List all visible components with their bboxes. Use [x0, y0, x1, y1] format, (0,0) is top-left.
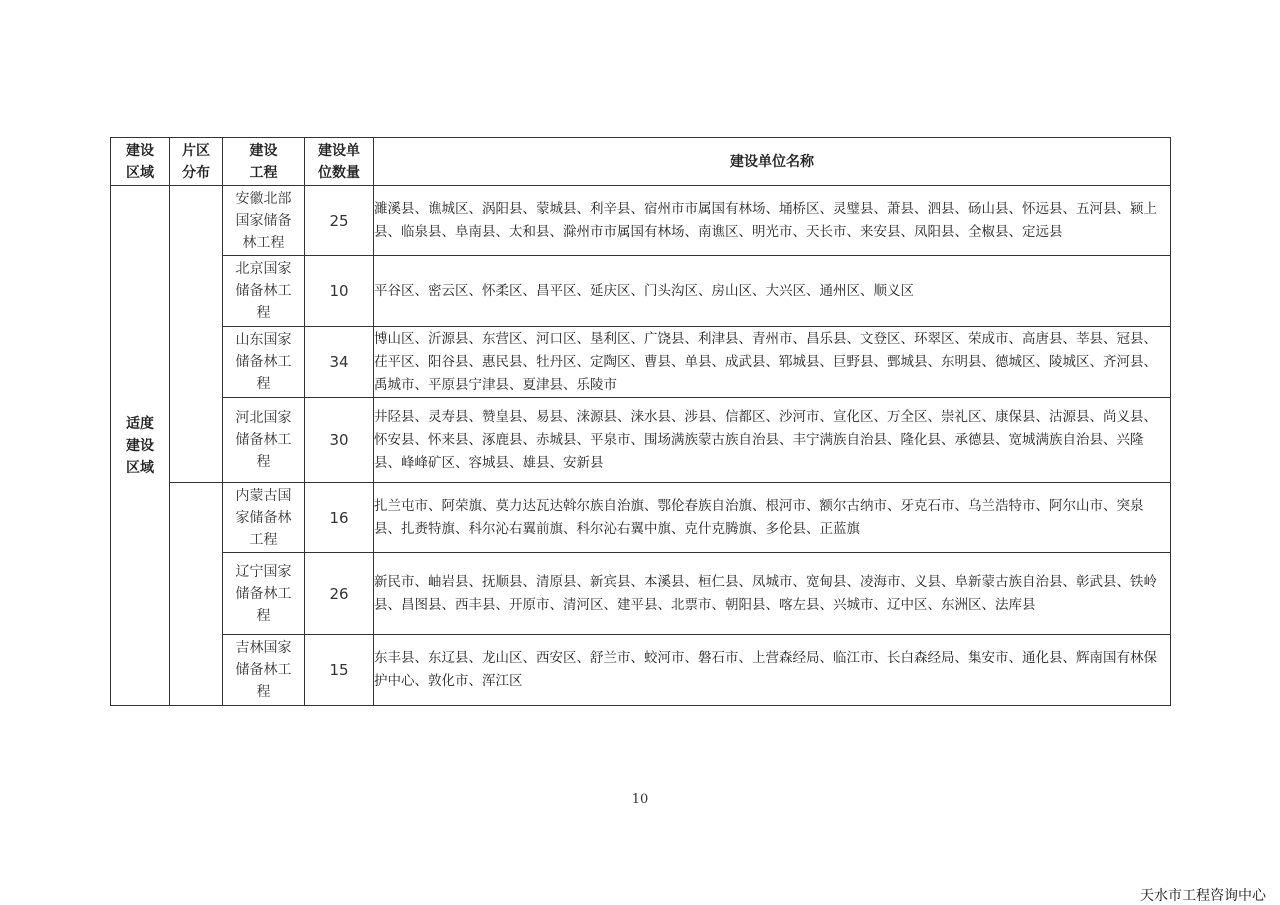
unit-count: 10	[305, 256, 374, 327]
unit-count: 15	[305, 635, 374, 706]
watermark-text: 天水市工程咨询中心	[1140, 888, 1266, 904]
header-project: 建设 工程	[223, 138, 305, 186]
unit-names: 井陉县、灵寿县、赞皇县、易县、涞源县、涞水县、涉县、信都区、沙河市、宣化区、万全区、崇礼区、康保县、沽源县、尚义县、怀安县、怀来县、涿鹿县、赤城县、平泉市、围场满族蒙古族自治县、丰宁满族自治县、隆化县、承德县、宽城满族自治县、兴隆县、峰峰矿区、容城县、雄县、安新县	[374, 398, 1171, 483]
unit-count: 25	[305, 186, 374, 256]
project-name: 安徽北部 国家储备 林工程	[223, 186, 305, 256]
unit-names: 濉溪县、谯城区、涡阳县、蒙城县、利辛县、宿州市市属国有林场、埇桥区、灵璧县、萧县、泗县、砀山县、怀远县、五河县、颍上县、临泉县、阜南县、太和县、滁州市市属国有林场、南谯区、明光市、天长市、来安县、凤阳县、全椒县、定远县	[374, 186, 1171, 256]
project-name: 北京国家 储备林工 程	[223, 256, 305, 327]
header-district: 片区 分布	[170, 138, 223, 186]
table-row	[111, 186, 1171, 256]
unit-names: 博山区、沂源县、东营区、河口区、垦利区、广饶县、利津县、青州市、昌乐县、文登区、环翠区、荣成市、高唐县、莘县、冠县、茌平区、阳谷县、惠民县、牡丹区、定陶区、曹县、单县、成武县、郓城县、巨野县、鄄城县、东明县、德城区、陵城区、齐河县、禹城市、平原县宁津县、夏津县、乐陵市	[374, 327, 1171, 398]
page-number: 10	[631, 792, 649, 807]
unit-names: 东丰县、东辽县、龙山区、西安区、舒兰市、蛟河市、磐石市、上营森经局、临江市、长白森经局、集安市、通化县、辉南国有林保护中心、敦化市、浑江区	[374, 635, 1171, 706]
project-name: 内蒙古国 家储备林 工程	[223, 483, 305, 553]
construction-units-table	[110, 137, 1171, 706]
unit-count: 30	[305, 398, 374, 483]
unit-names: 扎兰屯市、阿荣旗、莫力达瓦达斡尔族自治旗、鄂伦春族自治旗、根河市、额尔古纳市、牙克石市、乌兰浩特市、阿尔山市、突泉县、扎赉特旗、科尔沁右翼前旗、科尔沁右翼中旗、克什克腾旗、多伦县、正蓝旗	[374, 483, 1171, 553]
district-cell-1	[170, 186, 223, 483]
unit-names: 平谷区、密云区、怀柔区、昌平区、延庆区、门头沟区、房山区、大兴区、通州区、顺义区	[374, 256, 1171, 327]
unit-count: 34	[305, 327, 374, 398]
table-row	[111, 635, 1171, 706]
unit-count: 26	[305, 553, 374, 635]
region-cell: 适度 建设 区域	[111, 186, 170, 706]
header-names: 建设单位名称	[374, 138, 1171, 186]
table-header-row	[111, 138, 1171, 186]
table-row	[111, 256, 1171, 327]
project-name: 河北国家 储备林工 程	[223, 398, 305, 483]
project-name: 吉林国家 储备林工 程	[223, 635, 305, 706]
project-name: 辽宁国家 储备林工 程	[223, 553, 305, 635]
table-row	[111, 398, 1171, 483]
header-region: 建设 区域	[111, 138, 170, 186]
project-name: 山东国家 储备林工 程	[223, 327, 305, 398]
unit-count: 16	[305, 483, 374, 553]
header-count: 建设单 位数量	[305, 138, 374, 186]
table-row	[111, 327, 1171, 398]
unit-names: 新民市、岫岩县、抚顺县、清原县、新宾县、本溪县、桓仁县、凤城市、宽甸县、凌海市、义县、阜新蒙古族自治县、彰武县、铁岭县、昌图县、西丰县、开原市、清河区、建平县、北票市、朝阳县、喀左县、兴城市、辽中区、东洲区、法库县	[374, 553, 1171, 635]
district-cell-2	[170, 483, 223, 706]
table-row	[111, 483, 1171, 553]
table-row	[111, 553, 1171, 635]
